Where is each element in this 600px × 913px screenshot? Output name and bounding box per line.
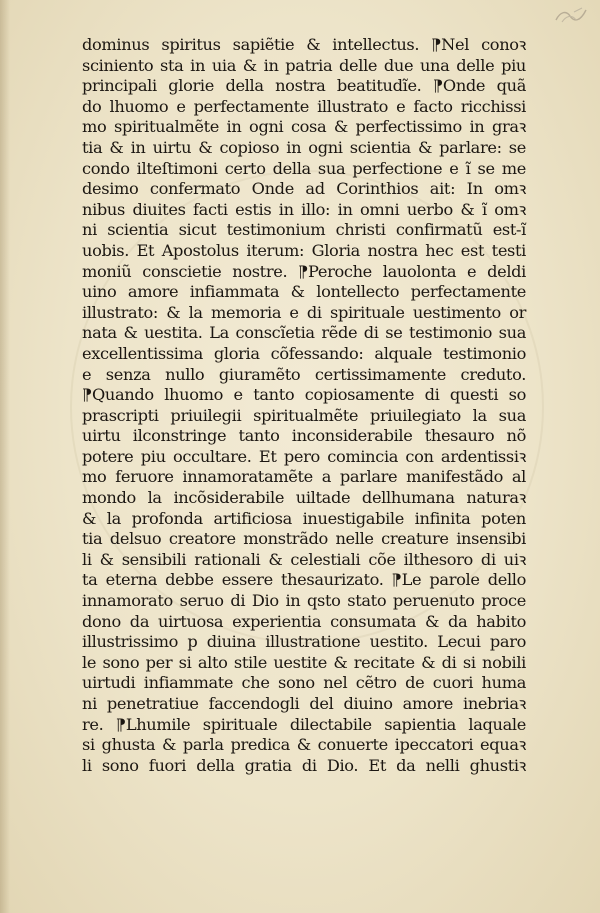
text-line-29: dono da uirtuosa experientia consumata & da habito [82,611,526,631]
text-line-7: condo ilteſtimoni certo della sua perfectione e ĩ se me [82,158,526,178]
text-line-8: desimo confermato Onde ad Corinthios ait: In omꝛ [82,179,526,199]
text-line-6: tia & in uirtu & copioso in ogni scientia & parlare: se [82,137,526,157]
text-line-10: ni scientia sicut testimonium christi confirmatũ est-ĩ [82,220,526,240]
text-line-20: uirtu ilconstringe tanto inconsiderabile thesauro nõ [82,426,526,446]
text-line-27: ta eterna debbe essere thesaurizato. ⁋Le parole dello [82,570,526,590]
text-line-1: dominus spiritus sapiẽtie & intellectus. ⁋Nel conoꝛ [82,35,526,54]
text-line-4: do lhuomo e perfectamente illustrato e facto ricchissi [82,96,526,116]
text-line-32: uirtudi infiammate che sono nel cẽtro de cuori huma [82,673,526,693]
ink-mark [552,4,590,26]
text-line-14: illustrato: & la memoria e di spirituale uestimento or [82,302,526,322]
text-line-30: illustrissimo p diuina illustratione uestito. Lecui paro [82,632,526,652]
text-line-5: mo spiritualmẽte in ogni cosa & perfectissimo in graꝛ [82,117,526,137]
text-line-12: moniũ conscietie nostre. ⁋Peroche lauolonta e deldi [82,261,526,281]
text-line-36: li sono fuori della gratia di Dio. Et da nelli ghustiꝛ [82,755,526,775]
text-column [82,35,526,776]
text-line-13: uino amore infiammata & lontellecto perfectamente [82,282,526,302]
text-line-9: nibus diuites facti estis in illo: in omni uerbo & ĩ omꝛ [82,199,526,219]
text-line-16: excellentissima gloria cõfessando: alquale testimonio [82,343,526,363]
text-line-23: mondo la incõsiderabile uiltade dellhumana naturaꝛ [82,488,526,508]
text-line-28: innamorato seruo di Dio in qsto stato peruenuto proce [82,591,526,611]
text-line-18: ⁋Quando lhuomo e tanto copiosamente di questi so [82,385,526,405]
text-line-19: prascripti priuilegii spiritualmẽte priuilegiato la sua [82,405,526,425]
text-line-26: li & sensibili rationali & celestiali cõe ilthesoro di uiꝛ [82,549,526,569]
text-line-34: re. ⁋Lhumile spirituale dilectabile sapientia laquale [82,714,526,734]
text-line-35: si ghusta & parla predica & conuerte ipeccatori equaꝛ [82,735,526,755]
text-line-21: potere piu occultare. Et pero comincia con ardentissiꝛ [82,446,526,466]
text-line-25: tia delsuo creatore monstrãdo nelle creature insensibi [82,529,526,549]
text-line-2: sciniento sta in uia & in patria delle due una delle piu [82,55,526,75]
text-line-31: le sono per si alto stile uestite & recitate & di si nobili [82,652,526,672]
text-line-24: & la profonda artificiosa inuestigabile infinita poten [82,508,526,528]
text-line-15: nata & uestita. La conscĩetia rẽde di se testimonio sua [82,323,526,343]
text-line-11: uobis. Et Apostolus iterum: Gloria nostra hec est testi [82,240,526,260]
text-line-17: e senza nullo giuramẽto certissimamente creduto. [82,364,526,384]
text-line-33: ni penetratiue faccendogli del diuino amore inebriaꝛ [82,694,526,713]
text-line-22: mo feruore innamoratamẽte a parlare manifestãdo al [82,467,526,487]
text-line-3: principali glorie della nostra beatitudĩe. ⁋Onde quã [82,76,526,96]
